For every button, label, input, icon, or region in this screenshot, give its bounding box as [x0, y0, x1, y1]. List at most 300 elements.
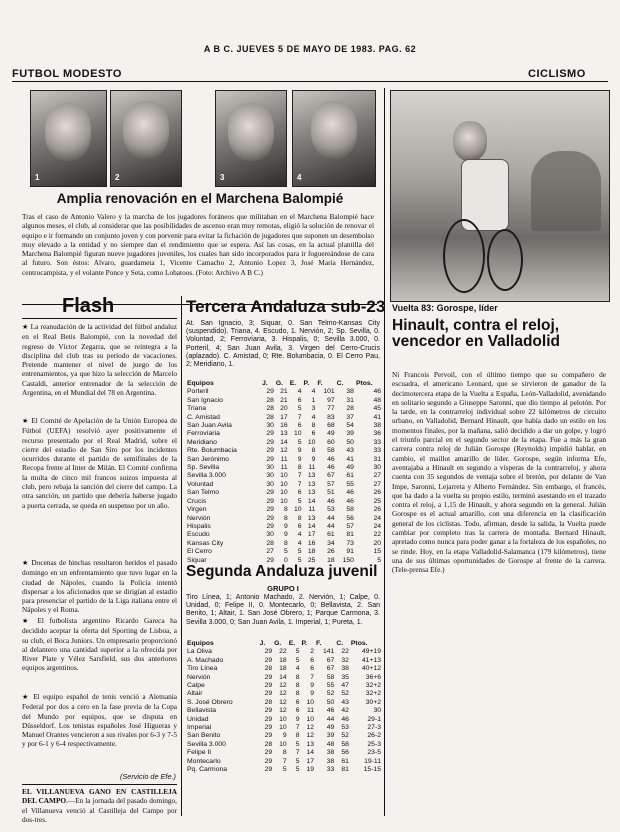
table-cell: 77: [327, 405, 335, 413]
flash-signature: (Servicio de Efe.): [120, 772, 176, 781]
table-row: [186, 439, 382, 447]
table-cell: 25: [307, 556, 316, 564]
segunda-group: GRUPO I: [267, 584, 299, 593]
table-cell: 44: [327, 514, 335, 522]
table-header-cell: Ptos.: [355, 380, 373, 387]
table-cell: 3: [311, 405, 316, 413]
table-cell: 9: [282, 732, 287, 740]
table-cell: 7: [282, 757, 287, 765]
table-cell: 5: [295, 757, 300, 765]
segunda-standings-table: [186, 640, 382, 775]
table-cell: 14: [280, 438, 288, 446]
table-cell: 6: [310, 656, 315, 664]
segunda-headline: Segunda Andaluza juvenil: [186, 563, 378, 580]
table-cell: Voluntad: [187, 480, 214, 488]
column-divider: [384, 88, 385, 816]
table-header-row: [186, 380, 382, 388]
table-cell: 36: [373, 430, 381, 438]
photo-number: 4: [297, 173, 302, 182]
table-cell: 29: [264, 682, 273, 690]
flash-item: ★ Docenas de hinchas resultaron heridos el pasado domingo en un enfrentamiento que tuvo lugar en la ciudad de Nápoles, cuando la Policía intentó dispersar a los aficionados que se dirigían al estadio para presenciar el partido de la Liga italiana entre el Nápoles y el Roma.: [22, 558, 178, 615]
table-cell: 29: [264, 690, 273, 698]
table-cell: 73: [346, 539, 354, 547]
table-cell: 7: [295, 749, 300, 757]
table-header-cell: G.: [275, 380, 284, 387]
table-cell: 9: [297, 447, 302, 455]
table-row: [186, 489, 382, 497]
table-cell: 10: [280, 497, 288, 505]
table-cell: 11: [306, 707, 315, 715]
table-cell: 24: [373, 514, 381, 522]
table-cell: 33: [373, 447, 381, 455]
table-cell: 30: [266, 422, 274, 430]
section-futbol-modesto: FUTBOL MODESTO: [12, 68, 122, 80]
table-row: [186, 690, 382, 698]
table-cell: Calpe: [187, 682, 205, 690]
table-cell: 29: [266, 497, 274, 505]
table-cell: 31: [373, 455, 381, 463]
table-cell: 26: [373, 489, 381, 497]
table-cell: 49: [326, 724, 335, 732]
table-cell: 46: [346, 497, 354, 505]
table-cell: 10: [280, 480, 288, 488]
table-cell: Bellavista: [187, 707, 217, 715]
flash-item: ★ El futbolista argentino Ricardo Gareca ha decidido aceptar la oferta del Sporting de Lisboa, a su club, el Boca Juniors. Un empresario proporcionó al delantero una cantidad superior a la ofrecida por River Plate y Vélez Sarsfield, sus dos anteriores equipos argentinos.: [22, 616, 178, 673]
table-cell: 29: [266, 388, 274, 396]
table-row: [186, 758, 382, 766]
table-row: [186, 388, 382, 396]
table-cell: 5: [295, 648, 300, 656]
table-row: [186, 665, 382, 673]
table-row: [186, 405, 382, 413]
table-cell: 46: [327, 497, 335, 505]
table-row: [186, 724, 382, 732]
table-cell: 29: [264, 707, 273, 715]
table-cell: 8: [283, 506, 288, 514]
table-cell: 18: [279, 665, 287, 673]
table-cell: 18: [327, 556, 335, 564]
table-cell: 33: [326, 766, 335, 774]
table-header-cell: J.: [259, 640, 266, 647]
table-cell: 21: [280, 388, 288, 396]
table-cell: Triana: [187, 405, 207, 413]
table-cell: 12: [279, 690, 287, 698]
marchena-headline: Amplia renovación en el Marchena Balompié: [56, 191, 344, 206]
table-cell: 55: [346, 480, 354, 488]
table-cell: 28: [266, 413, 274, 421]
photo-number: 1: [35, 173, 40, 182]
table-cell: 10: [279, 740, 287, 748]
table-cell: 30: [266, 531, 274, 539]
table-cell: 6: [297, 422, 302, 430]
table-cell: 46: [327, 464, 335, 472]
table-cell: 21: [280, 396, 288, 404]
table-cell: S. José Obrero: [187, 698, 233, 706]
table-cell: 46: [346, 489, 354, 497]
table-row: [186, 699, 382, 707]
table-cell: 29: [264, 715, 273, 723]
table-cell: 29: [264, 673, 273, 681]
table-cell: 49+19: [361, 648, 381, 656]
table-cell: 41+13: [361, 656, 381, 664]
table-header-cell: E.: [289, 380, 297, 387]
table-cell: 97: [327, 396, 335, 404]
table-cell: 5: [377, 556, 381, 564]
table-cell: 58: [326, 673, 335, 681]
table-cell: 5: [295, 766, 300, 774]
table-header-cell: P.: [301, 640, 308, 647]
table-row: [186, 749, 382, 757]
table-cell: 6: [297, 522, 302, 530]
table-cell: 25: [373, 497, 381, 505]
table-cell: 13: [307, 514, 316, 522]
table-row: [186, 515, 382, 523]
table-cell: 38: [373, 422, 381, 430]
table-cell: 5: [297, 405, 302, 413]
table-cell: 13: [280, 430, 288, 438]
table-cell: 6: [311, 430, 316, 438]
table-cell: 12: [279, 698, 287, 706]
table-cell: Sevilla 3.000: [187, 472, 226, 480]
table-cell: 51: [327, 489, 335, 497]
table-cell: 5: [295, 740, 300, 748]
table-cell: Kansas City: [187, 539, 224, 547]
table-header-row: [186, 640, 382, 648]
table-cell: 19: [306, 766, 315, 774]
table-cell: Felipe II: [187, 749, 212, 757]
table-header-cell: F.: [316, 640, 322, 647]
table-row: [186, 657, 382, 665]
table-cell: 45: [373, 405, 381, 413]
table-cell: 10: [307, 438, 316, 446]
table-cell: 15: [373, 548, 381, 556]
table-cell: 5: [297, 548, 302, 556]
column-divider: [181, 296, 182, 816]
section-divider: [12, 81, 608, 82]
table-cell: C. Amistad: [187, 413, 220, 421]
table-cell: Nervión: [187, 514, 211, 522]
table-cell: 30: [266, 464, 274, 472]
tercera-results: At. San Ignacio, 3; Siquar, 0. San Telmo-Kansas City (suspendido). Triana, 4. Escudo, 1. Nervión, 2; Sp. Sevilla, 0. Voluntad, 2; Ferrovíaria, 3. Hispalis, 0; Sevilla 3.000, 0. Porteril, 4; San Juan Avila, 3. Virgen del Cerro-Crucis (aplazado). C. Amistad, 0; Rte. Bolumbacia, 0. El Cerro Pau, 2; Meridiano, 1.: [186, 320, 380, 369]
table-cell: 30: [266, 480, 274, 488]
table-cell: 17: [307, 531, 316, 539]
table-cell: 22: [279, 648, 287, 656]
table-cell: 24: [373, 522, 381, 530]
table-cell: 11: [280, 455, 288, 463]
table-cell: 30+2: [365, 698, 381, 706]
table-row: [186, 648, 382, 656]
marchena-article: Tras el caso de Antonio Valero y la marcha de los jugadores foráneos que militaban en el Marchena Balompié hace algunos meses, el club, al considerar que las posibilidades de ascenso eran muy remotas, eligió la solución de renovar el equipo e ir formando un conjunto joven y con porvenir para evitar la fichación de jugadores que suponen un desembolso muy elevado a la entidad y no siempre dan el rendimiento que se espera. Así las cosas, en la actual plantilla del Marchena Balompié figuran nueve jugadores juveniles, los cuales han sido incorporados para ir foguereándose de cara al futuro. Son éstos: Alvaro, guardameta 1, Vicente Camacho 2, Antonio Lopez 3, José María Hernández, centrocampista, y el volante Ponce y Seta, como Lobatoos. (Foto: Archivo A B C.): [22, 212, 374, 277]
table-cell: 29: [264, 648, 273, 656]
table-cell: 57: [327, 480, 335, 488]
table-cell: 29: [266, 438, 274, 446]
table-header-cell: J.: [262, 380, 268, 387]
table-cell: 46: [327, 455, 335, 463]
table-cell: 6: [295, 707, 300, 715]
table-cell: 6: [297, 489, 302, 497]
page-header: A B C. JUEVES 5 DE MAYO DE 1983. PAG. 62: [203, 44, 417, 54]
table-cell: 12: [279, 682, 287, 690]
table-cell: 4: [297, 539, 302, 547]
table-cell: 60: [327, 438, 335, 446]
table-header-cell: E.: [288, 640, 296, 647]
table-cell: 23-5: [367, 749, 381, 757]
table-cell: 4: [311, 388, 316, 396]
table-cell: 91: [346, 548, 354, 556]
table-cell: 8: [295, 690, 300, 698]
table-cell: Unidad: [187, 715, 209, 723]
table-cell: Sp. Sevilla: [187, 464, 220, 472]
table-cell: 4: [297, 388, 302, 396]
table-cell: 27: [373, 480, 381, 488]
table-cell: 40+12: [361, 665, 381, 673]
table-cell: 16: [280, 422, 288, 430]
table-cell: Virgen: [187, 506, 207, 514]
table-header-cell: P.: [303, 380, 310, 387]
table-row: [186, 422, 382, 430]
table-cell: 8: [311, 422, 316, 430]
table-cell: 13: [307, 472, 316, 480]
table-cell: 5: [295, 656, 300, 664]
cycling-article: Ni Francois Pervoil, con el último tiempo que su compañero de escuadra, el americano Leonard, que se sirvieron de ganador de la decimotercera etapa de la Vuelta a España, León-Valladolid, avenidando en solitario segundo a Giuseppe Saronni, que dio tiempo al pelotón. Por la tarde, en la contrarreloj individual sobre 22 kilómetros de circuito urbano, en Valladolid, Bernard Hinault, que había dado un estilo en los momentos finales, por la mañana, salió decidido a dar un golpe, y logró el triunfo parcial en el segundo sector de la etapa. Fue a más la gran carrera contra reloj de Julián Gorospe (Reynolds) impidió hablar, en cambio, el maillot amarillo de líder. Gorospe, según informa Efe, aventajaba a Hinault en segundo a vísperas de la contrarreloj, y ahora cuenta con 35 segundos de ventaja sobre el bretón, por delante de Van Impe, Saronni, Lejarreta y Alberto Fernández. Sin embargo, el francés, que ha dado a la vuelta su propio estilo, terminó asestando en el trazado contra el reloj, a 1,15 de Hinault, y ahora segundo en la general. Julián Gorospe es el actual amarillo, con una diferencia en la clasificación general de los ciclistas. Todo, afirman, desde la salida, la Vuelta puede cambiar por completo tras la carrera de montaña. Bernard Hinault, apretado como nunca para poder ganar a la fortaleza de los españoles, no se rinde. Hoy, en la etapa Valladolid-Salamanca (179 kilómetros), tiene una de sus últimas oportunidades de Gorospe al frente de la carrera. (Tele-prensa Efe.): [392, 370, 606, 575]
table-cell: 5: [297, 556, 302, 564]
table-cell: Escudo: [187, 531, 210, 539]
table-cell: 28: [266, 405, 274, 413]
table-cell: 7: [297, 413, 302, 421]
table-cell: 7: [297, 480, 302, 488]
table-cell: 14: [307, 522, 316, 530]
table-cell: 12: [280, 447, 288, 455]
table-cell: 4: [311, 413, 316, 421]
table-cell: San Juan Avila: [187, 422, 232, 430]
table-cell: 44: [327, 522, 335, 530]
table-cell: 28: [264, 665, 273, 673]
table-row: [186, 766, 382, 774]
table-cell: 26-2: [367, 732, 381, 740]
portrait-photo: [110, 90, 182, 187]
table-cell: 20: [373, 539, 381, 547]
table-header-cell: G.: [274, 640, 282, 647]
table-cell: 38: [346, 388, 354, 396]
table-cell: 67: [326, 665, 335, 673]
table-cell: 58: [341, 740, 349, 748]
table-cell: 29: [266, 447, 274, 455]
table-cell: 29: [264, 732, 273, 740]
table-cell: 38: [326, 749, 335, 757]
table-cell: 5: [282, 766, 287, 774]
table-cell: 12: [306, 724, 315, 732]
table-row: [186, 682, 382, 690]
table-cell: 39: [326, 732, 335, 740]
table-cell: 7: [295, 724, 300, 732]
table-cell: Meridiano: [187, 438, 217, 446]
photo-number: 2: [115, 173, 120, 182]
table-cell: 28: [266, 539, 274, 547]
flash-item: ★ El Comité de Apelación de la Unión Europea de Fútbol (UEFA) resolvió ayer positivamente el recurso presentado por el Real Madrid, sobre el cierre del estadio de San Siro por los incidentes ocurridos durante el partido de semifinales de la Recopa frente al Inter de Milán. El Comité confirma la multa de cinco mil francos suizos impuesta al club, pero rebaja la sanción del cierre del campo. La otra sanción, un partido que debería haberse jugado a puerta cerrada, se queda en suspenso por un año.: [22, 416, 177, 510]
table-header-cell: Ptos.: [350, 640, 368, 647]
table-cell: 32: [341, 656, 349, 664]
table-cell: 14: [307, 497, 316, 505]
table-cell: 58: [327, 447, 335, 455]
table-cell: 49: [327, 430, 335, 438]
table-cell: 28: [346, 405, 354, 413]
table-cell: 81: [341, 766, 349, 774]
table-cell: 10: [306, 698, 315, 706]
table-cell: 2: [310, 648, 315, 656]
table-cell: 12: [306, 732, 315, 740]
table-cell: 10: [279, 724, 287, 732]
table-cell: Montecarlo: [187, 757, 221, 765]
table-cell: 26: [373, 506, 381, 514]
table-row: [186, 732, 382, 740]
table-cell: 68: [327, 422, 335, 430]
table-cell: 43: [341, 698, 349, 706]
table-cell: 9: [311, 455, 316, 463]
table-cell: 25-3: [367, 740, 381, 748]
table-cell: 50: [326, 698, 335, 706]
table-cell: 17: [306, 757, 315, 765]
table-cell: 10: [279, 715, 287, 723]
table-cell: 150: [342, 556, 354, 564]
table-cell: 14: [279, 673, 287, 681]
table-cell: 4: [295, 665, 300, 673]
table-row: [186, 430, 382, 438]
table-cell: 55: [326, 682, 335, 690]
table-cell: 36+6: [365, 673, 381, 681]
tercera-headline: Tercera Andaluza sub-23: [186, 297, 386, 316]
flash-item: ★ El equipo español de tenis venció a Alemania Federal por dos a cero en la fase previa de la Copa del Mundo por equipos, que se disputa en Düsseldorf. Los tenistas españoles José Higueras y Manuel Orantes vencieron a sus rivales por 6-3 y 7-5 y por 6-1 y 6-4 respectivamente.: [22, 692, 178, 749]
table-cell: 52: [341, 690, 349, 698]
table-cell: 32+2: [365, 690, 381, 698]
table-cell: 29: [264, 757, 273, 765]
table-cell: 6: [297, 396, 302, 404]
table-cell: 30: [373, 707, 381, 715]
table-cell: Crucis: [187, 497, 207, 505]
table-cell: 0: [283, 556, 288, 564]
table-cell: 9: [310, 690, 315, 698]
table-cell: La Oliva: [187, 648, 212, 656]
table-cell: 48: [373, 396, 381, 404]
table-row: [186, 540, 382, 548]
table-cell: 58: [346, 506, 354, 514]
table-row: [186, 498, 382, 506]
table-cell: 18: [307, 548, 316, 556]
table-cell: 9: [297, 455, 302, 463]
table-row: [186, 548, 382, 556]
table-cell: Altair: [187, 690, 203, 698]
table-row: [186, 447, 382, 455]
table-row: [186, 674, 382, 682]
table-cell: 5: [283, 548, 288, 556]
cycling-photo: [390, 90, 610, 302]
table-cell: 52: [326, 690, 335, 698]
table-cell: 29-1: [367, 715, 381, 723]
table-cell: 11: [280, 464, 288, 472]
flash-bottom-rule: [22, 784, 177, 785]
table-cell: 5: [297, 497, 302, 505]
table-cell: 29: [266, 506, 274, 514]
table-cell: 29: [264, 656, 273, 664]
table-row: [186, 741, 382, 749]
table-cell: 41: [346, 455, 354, 463]
table-cell: 101: [323, 388, 335, 396]
table-header-cell: Equipos: [187, 380, 214, 387]
table-cell: 29: [266, 430, 274, 438]
table-cell: A. Machado: [187, 656, 224, 664]
table-cell: 61: [341, 757, 349, 765]
table-cell: 141: [323, 648, 335, 656]
table-cell: 8: [283, 539, 288, 547]
table-cell: 34: [327, 539, 335, 547]
table-cell: 44: [326, 715, 335, 723]
table-cell: 46: [341, 715, 349, 723]
table-cell: 28: [264, 698, 273, 706]
photo-number: 3: [220, 173, 225, 182]
table-cell: 52: [341, 732, 349, 740]
table-cell: 32+2: [365, 682, 381, 690]
table-cell: 29: [266, 489, 274, 497]
table-cell: 18: [279, 656, 287, 664]
table-cell: 56: [346, 514, 354, 522]
table-cell: 8: [295, 732, 300, 740]
table-cell: 61: [327, 531, 335, 539]
table-cell: Imperial: [187, 724, 212, 732]
table-cell: 5: [297, 438, 302, 446]
table-cell: 11: [308, 464, 316, 472]
table-cell: 49: [346, 464, 354, 472]
table-cell: 30: [266, 472, 274, 480]
table-cell: Porteril: [187, 388, 209, 396]
table-row: [186, 707, 382, 715]
table-cell: 8: [295, 682, 300, 690]
table-cell: El Cerro: [187, 548, 212, 556]
table-cell: 8: [311, 447, 316, 455]
table-cell: 48: [326, 740, 335, 748]
table-cell: 11: [308, 506, 316, 514]
table-cell: Tiro Línea: [187, 665, 218, 673]
table-cell: 53: [341, 724, 349, 732]
table-cell: 8: [297, 464, 302, 472]
table-cell: 12: [279, 707, 287, 715]
table-cell: 13: [306, 740, 315, 748]
table-cell: 14: [306, 749, 315, 757]
table-cell: 38: [326, 757, 335, 765]
table-cell: 33: [373, 438, 381, 446]
table-cell: 19-11: [364, 757, 381, 765]
portrait-photo: [292, 90, 376, 187]
table-cell: San Telmo: [187, 489, 219, 497]
table-cell: 10: [306, 715, 315, 723]
table-row: [186, 506, 382, 514]
table-cell: 38: [341, 665, 349, 673]
table-row: [186, 481, 382, 489]
table-cell: 35: [341, 673, 349, 681]
table-row: [186, 397, 382, 405]
bike-wheel: [487, 229, 523, 291]
segunda-results: Tiro Línea, 1; Antonio Machado, 2. Nervión, 1; Calpe, 0. Unidad, 0; Felipe II, 0. Montecarlo, 0; Bellavista, 2. San Benito, 1; Altair, 1. San José Obrero, 1; Parque Carmona, 3. Sevilla 3.000, 0; San Juan Avila, 1. Imperial, 1; Pureta, 1.: [186, 594, 380, 626]
table-cell: 10: [280, 472, 288, 480]
table-cell: 8: [297, 514, 302, 522]
table-cell: 57: [346, 522, 354, 530]
table-cell: 43: [346, 447, 354, 455]
villanueva-note: EL VILLANUEVA GANO EN CASTILLEJA DEL CAMPO.—En la jornada del pasado domingo, el Villanueva venció al Castilleja del Campo por dos-tres.: [22, 787, 177, 824]
tercera-standings-table: [186, 380, 382, 565]
table-cell: Hispalis: [187, 522, 211, 530]
table-cell: 9: [310, 682, 315, 690]
table-cell: 53: [327, 506, 335, 514]
portrait-photo: [30, 90, 107, 187]
table-row: [186, 523, 382, 531]
